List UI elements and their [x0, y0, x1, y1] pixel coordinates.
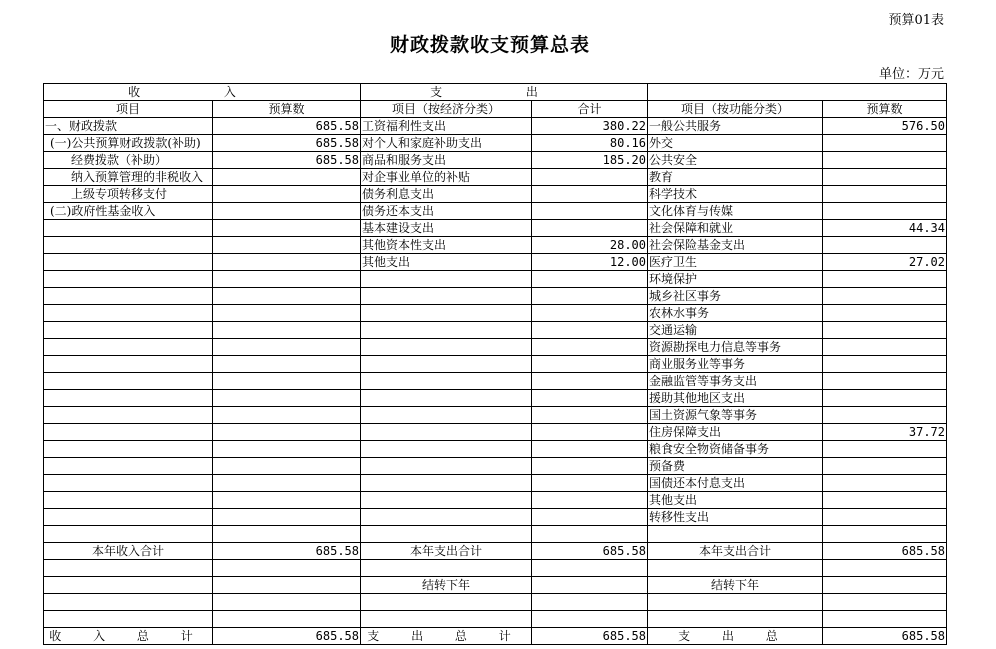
expense-group-header-blank [648, 84, 947, 101]
table-row [44, 424, 947, 441]
income-value-cell [213, 390, 361, 407]
table-row [44, 322, 947, 339]
income-value-cell [213, 186, 361, 203]
econ-total-cell [532, 356, 648, 373]
func-item-cell: 粮食安全物资储备事务 [648, 441, 823, 458]
func-value-cell [823, 407, 947, 424]
econ-total-cell [532, 611, 648, 628]
econ-item-cell: 债务还本支出 [361, 203, 532, 220]
table-row [44, 288, 947, 305]
econ-item-cell: 其他资本性支出 [361, 237, 532, 254]
func-item-cell [648, 594, 823, 611]
table-row [44, 492, 947, 509]
econ-total-cell [532, 509, 648, 526]
table-row [44, 356, 947, 373]
header-func-budget: 预算数 [823, 101, 947, 118]
income-value-cell [213, 424, 361, 441]
func-value-cell [823, 509, 947, 526]
income-value-cell [213, 492, 361, 509]
econ-total-cell [532, 203, 648, 220]
econ-item-cell [361, 441, 532, 458]
header-budget: 预算数 [213, 101, 361, 118]
func-value-cell [823, 611, 947, 628]
func-item-cell: 社会保险基金支出 [648, 237, 823, 254]
table-row [44, 373, 947, 390]
func-value-cell [823, 492, 947, 509]
econ-total-cell [532, 288, 648, 305]
income-value-cell: 685.58 [213, 118, 361, 135]
econ-total-cell: 685.58 [532, 543, 648, 560]
income-item-cell [44, 492, 213, 509]
econ-total-cell [532, 220, 648, 237]
func-item-cell: 资源勘探电力信息等事务 [648, 339, 823, 356]
func-item-cell [648, 560, 823, 577]
income-item-cell [44, 458, 213, 475]
income-item-cell [44, 271, 213, 288]
func-value-cell: 685.58 [823, 628, 947, 645]
header-func-item: 项目（按功能分类） [648, 101, 823, 118]
econ-item-cell: 工资福利性支出 [361, 118, 532, 135]
func-item-cell: 外交 [648, 135, 823, 152]
func-value-cell [823, 356, 947, 373]
econ-item-cell [361, 271, 532, 288]
func-item-cell: 医疗卫生 [648, 254, 823, 271]
func-value-cell [823, 458, 947, 475]
econ-total-cell [532, 458, 648, 475]
table-row [44, 305, 947, 322]
group-header-row [44, 84, 947, 101]
income-value-cell [213, 203, 361, 220]
func-value-cell [823, 152, 947, 169]
econ-item-cell [361, 356, 532, 373]
income-value-cell [213, 407, 361, 424]
income-item-cell: 收 入 总 计 [44, 628, 213, 645]
econ-item-cell: 商品和服务支出 [361, 152, 532, 169]
table-row [44, 577, 947, 594]
func-value-cell [823, 186, 947, 203]
table-row [44, 628, 947, 645]
econ-total-cell [532, 322, 648, 339]
income-item-cell [44, 560, 213, 577]
func-item-cell [648, 611, 823, 628]
econ-total-cell [532, 424, 648, 441]
econ-total-cell [532, 526, 648, 543]
income-value-cell [213, 322, 361, 339]
table-row [44, 271, 947, 288]
income-item-cell: (一)公共预算财政拨款(补助) [44, 135, 213, 152]
income-value-cell: 685.58 [213, 628, 361, 645]
income-value-cell [213, 254, 361, 271]
func-item-cell: 国债还本付息支出 [648, 475, 823, 492]
func-item-cell: 其他支出 [648, 492, 823, 509]
table-row [44, 441, 947, 458]
func-value-cell: 576.50 [823, 118, 947, 135]
func-item-cell: 环境保护 [648, 271, 823, 288]
econ-total-cell [532, 373, 648, 390]
econ-item-cell [361, 560, 532, 577]
func-item-cell: 国土资源气象等事务 [648, 407, 823, 424]
func-value-cell: 44.34 [823, 220, 947, 237]
func-item-cell: 城乡社区事务 [648, 288, 823, 305]
econ-item-cell [361, 339, 532, 356]
func-value-cell: 685.58 [823, 543, 947, 560]
econ-total-cell [532, 594, 648, 611]
func-item-cell: 科学技术 [648, 186, 823, 203]
econ-item-cell [361, 611, 532, 628]
func-value-cell [823, 135, 947, 152]
column-header-row [44, 101, 947, 118]
income-item-cell [44, 424, 213, 441]
income-item-cell [44, 441, 213, 458]
econ-item-cell [361, 458, 532, 475]
econ-item-cell: 支 出 总 计 [361, 628, 532, 645]
table-row [44, 186, 947, 203]
func-item-cell: 住房保障支出 [648, 424, 823, 441]
func-value-cell: 37.72 [823, 424, 947, 441]
header-item: 项目 [44, 101, 213, 118]
func-item-cell: 一般公共服务 [648, 118, 823, 135]
func-item-cell: 农林水事务 [648, 305, 823, 322]
header-total: 合计 [532, 101, 648, 118]
income-value-cell: 685.58 [213, 543, 361, 560]
func-item-cell: 本年支出合计 [648, 543, 823, 560]
income-group-header: 收 入 [44, 84, 361, 101]
func-value-cell [823, 288, 947, 305]
econ-item-cell: 对个人和家庭补助支出 [361, 135, 532, 152]
func-item-cell: 社会保障和就业 [648, 220, 823, 237]
econ-item-cell: 基本建设支出 [361, 220, 532, 237]
econ-total-cell [532, 475, 648, 492]
income-item-cell [44, 407, 213, 424]
income-value-cell: 685.58 [213, 152, 361, 169]
func-value-cell [823, 271, 947, 288]
func-item-cell [648, 526, 823, 543]
income-value-cell [213, 526, 361, 543]
income-value-cell [213, 458, 361, 475]
func-item-cell: 金融监管等事务支出 [648, 373, 823, 390]
page-title: 财政拨款收支预算总表 [389, 34, 590, 56]
income-item-cell [44, 237, 213, 254]
func-item-cell: 转移性支出 [648, 509, 823, 526]
econ-item-cell [361, 390, 532, 407]
econ-total-cell: 185.20 [532, 152, 648, 169]
table-row [44, 458, 947, 475]
econ-total-cell [532, 407, 648, 424]
func-value-cell [823, 560, 947, 577]
econ-item-cell [361, 305, 532, 322]
table-row [44, 237, 947, 254]
func-item-cell: 文化体育与传媒 [648, 203, 823, 220]
table-row [44, 509, 947, 526]
func-value-cell [823, 237, 947, 254]
econ-item-cell [361, 594, 532, 611]
header-econ-item: 项目（按经济分类） [361, 101, 532, 118]
econ-total-cell [532, 169, 648, 186]
econ-total-cell: 28.00 [532, 237, 648, 254]
econ-total-cell [532, 271, 648, 288]
income-item-cell [44, 339, 213, 356]
func-item-cell: 援助其他地区支出 [648, 390, 823, 407]
func-item-cell: 预备费 [648, 458, 823, 475]
econ-total-cell: 80.16 [532, 135, 648, 152]
econ-total-cell [532, 441, 648, 458]
table-row [44, 611, 947, 628]
income-item-cell [44, 475, 213, 492]
table-row [44, 169, 947, 186]
table-row [44, 560, 947, 577]
table-code: 预算01表 [888, 13, 944, 28]
econ-item-cell [361, 424, 532, 441]
econ-item-cell: 债务利息支出 [361, 186, 532, 203]
table-row [44, 118, 947, 135]
income-value-cell [213, 305, 361, 322]
income-item-cell [44, 305, 213, 322]
income-value-cell [213, 237, 361, 254]
income-item-cell [44, 288, 213, 305]
func-item-cell: 商业服务业等事务 [648, 356, 823, 373]
table-row [44, 390, 947, 407]
income-value-cell [213, 441, 361, 458]
econ-item-cell: 对企事业单位的补贴 [361, 169, 532, 186]
expense-group-header: 支 出 [361, 84, 648, 101]
econ-total-cell: 685.58 [532, 628, 648, 645]
func-value-cell: 27.02 [823, 254, 947, 271]
income-item-cell [44, 322, 213, 339]
income-value-cell [213, 356, 361, 373]
econ-total-cell [532, 339, 648, 356]
econ-total-cell [532, 305, 648, 322]
econ-total-cell [532, 577, 648, 594]
income-value-cell [213, 611, 361, 628]
income-item-cell [44, 356, 213, 373]
income-item-cell: 一、财政拨款 [44, 118, 213, 135]
econ-item-cell [361, 509, 532, 526]
income-item-cell: 纳入预算管理的非税收入 [44, 169, 213, 186]
func-value-cell [823, 594, 947, 611]
table-row [44, 407, 947, 424]
income-item-cell [44, 577, 213, 594]
income-item-cell [44, 373, 213, 390]
func-value-cell [823, 305, 947, 322]
income-item-cell [44, 390, 213, 407]
income-value-cell [213, 373, 361, 390]
func-value-cell [823, 390, 947, 407]
income-item-cell [44, 611, 213, 628]
income-item-cell [44, 594, 213, 611]
econ-item-cell [361, 322, 532, 339]
income-value-cell [213, 594, 361, 611]
income-value-cell [213, 475, 361, 492]
income-value-cell [213, 577, 361, 594]
func-value-cell [823, 322, 947, 339]
table-row [44, 203, 947, 220]
econ-total-cell [532, 390, 648, 407]
table-row [44, 339, 947, 356]
func-item-cell: 结转下年 [648, 577, 823, 594]
income-item-cell [44, 254, 213, 271]
table-row [44, 135, 947, 152]
econ-item-cell: 结转下年 [361, 577, 532, 594]
econ-item-cell [361, 475, 532, 492]
income-value-cell [213, 169, 361, 186]
income-item-cell: 经费拨款（补助） [44, 152, 213, 169]
table-row [44, 475, 947, 492]
func-value-cell [823, 526, 947, 543]
econ-total-cell: 12.00 [532, 254, 648, 271]
income-item-cell: (二)政府性基金收入 [44, 203, 213, 220]
econ-item-cell [361, 526, 532, 543]
table-row [44, 594, 947, 611]
income-value-cell [213, 271, 361, 288]
income-value-cell [213, 509, 361, 526]
econ-total-cell [532, 560, 648, 577]
income-item-cell [44, 509, 213, 526]
table-row [44, 152, 947, 169]
econ-item-cell: 其他支出 [361, 254, 532, 271]
func-value-cell [823, 441, 947, 458]
table-row [44, 543, 947, 560]
func-value-cell [823, 577, 947, 594]
func-item-cell: 支 出 总 [648, 628, 823, 645]
income-value-cell [213, 560, 361, 577]
table-row [44, 526, 947, 543]
econ-item-cell [361, 373, 532, 390]
func-value-cell [823, 169, 947, 186]
func-value-cell [823, 339, 947, 356]
func-value-cell [823, 475, 947, 492]
econ-item-cell [361, 407, 532, 424]
econ-item-cell [361, 492, 532, 509]
income-item-cell: 本年收入合计 [44, 543, 213, 560]
income-item-cell [44, 526, 213, 543]
unit-label: 单位：万元 [878, 67, 944, 82]
income-value-cell [213, 288, 361, 305]
func-item-cell: 公共安全 [648, 152, 823, 169]
income-item-cell [44, 220, 213, 237]
econ-total-cell: 380.22 [532, 118, 648, 135]
func-item-cell: 交通运输 [648, 322, 823, 339]
budget-table [43, 83, 947, 645]
func-value-cell [823, 203, 947, 220]
econ-item-cell [361, 288, 532, 305]
income-item-cell: 上级专项转移支付 [44, 186, 213, 203]
income-value-cell: 685.58 [213, 135, 361, 152]
econ-total-cell [532, 492, 648, 509]
econ-total-cell [532, 186, 648, 203]
econ-item-cell: 本年支出合计 [361, 543, 532, 560]
income-value-cell [213, 220, 361, 237]
table-row [44, 220, 947, 237]
func-value-cell [823, 373, 947, 390]
func-item-cell: 教育 [648, 169, 823, 186]
table-row [44, 254, 947, 271]
income-value-cell [213, 339, 361, 356]
